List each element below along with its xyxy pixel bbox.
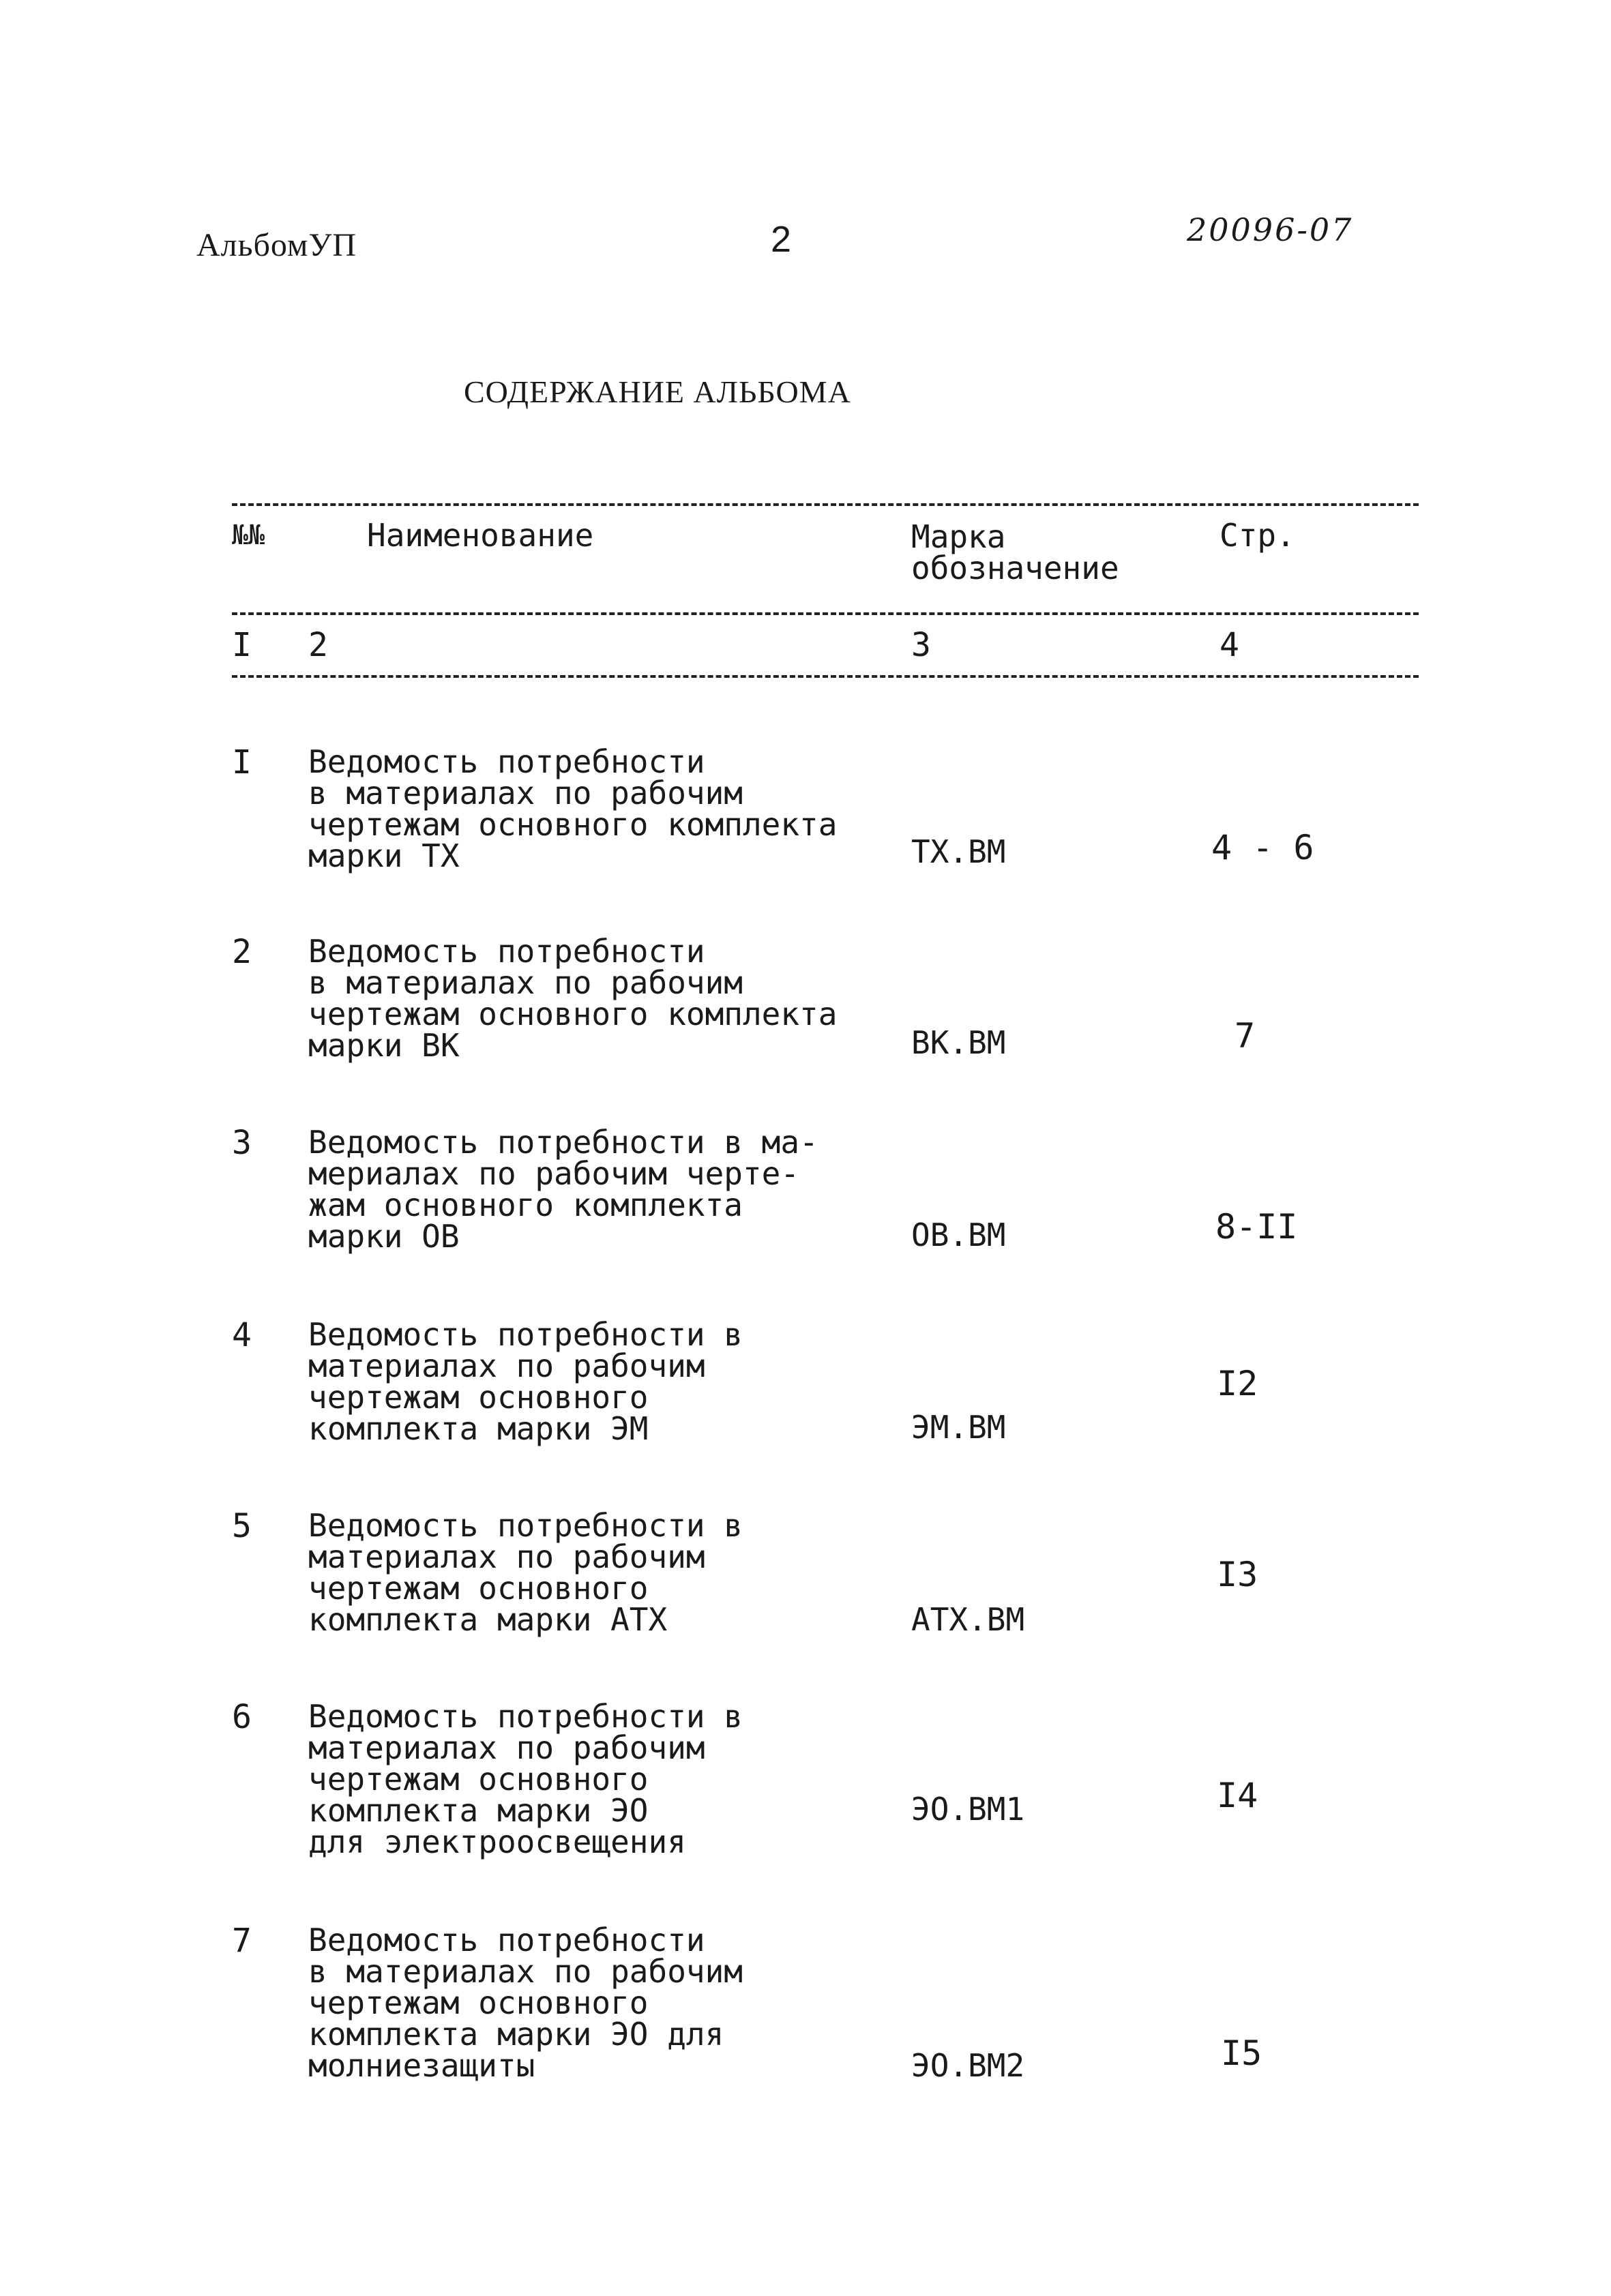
col-header-mark-line2: обозначение (911, 550, 1119, 586)
col-number-4: 4 (1220, 626, 1239, 664)
row-5-name-line3: чертежам основного (308, 1570, 649, 1607)
row-6-name-line1: Ведомость потребности в (308, 1698, 743, 1735)
row-2-mark: ВК.ВМ (911, 1024, 1006, 1061)
row-7-name-line4: комплекта марки ЭО для (308, 2016, 724, 2053)
row-5-num: 5 (232, 1507, 252, 1545)
row-1-num: I (232, 743, 252, 781)
row-4-name-line2: материалах по рабочим (308, 1347, 705, 1384)
page-title: СОДЕРЖАНИЕ АЛЬБОМА (464, 374, 851, 409)
col-number-3: 3 (911, 626, 931, 664)
row-3-name-line2: мериалах по рабочим черте- (308, 1155, 800, 1192)
row-6-page: I4 (1217, 1776, 1258, 1815)
row-2-name-line4: марки ВК (308, 1027, 460, 1064)
row-1-mark: ТХ.ВМ (911, 833, 1006, 870)
row-7-name-line3: чертежам основного (308, 1984, 649, 2021)
row-1-name-line2: в материалах по рабочим (308, 775, 743, 811)
row-3-name-line4: марки ОВ (308, 1218, 460, 1255)
page-number: 2 (771, 219, 792, 260)
table-top-rule (232, 503, 1419, 506)
row-1-name-line3: чертежам основного комплекта (308, 806, 838, 843)
row-7-page: I5 (1221, 2033, 1262, 2073)
col-header-num: №№ (232, 520, 265, 551)
row-4-num: 4 (232, 1316, 252, 1354)
row-5-name-line4: комплекта марки АТХ (308, 1601, 668, 1638)
row-5-page: I3 (1217, 1555, 1258, 1594)
row-6-name-line3: чертежам основного (308, 1761, 649, 1798)
row-7-name-line1: Ведомость потребности (308, 1922, 705, 1958)
row-6-name-line4: комплекта марки ЭО (308, 1792, 649, 1829)
row-5-name-line1: Ведомость потребности в (308, 1507, 743, 1544)
row-2-name-line3: чертежам основного комплекта (308, 996, 838, 1032)
row-3-name-line1: Ведомость потребности в ма- (308, 1124, 818, 1161)
header-bottom-rule (232, 675, 1419, 678)
row-3-num: 3 (232, 1124, 252, 1162)
row-4-name-line4: комплекта марки ЭМ (308, 1410, 649, 1447)
album-label: АльбомУП (196, 227, 357, 263)
row-7-num: 7 (232, 1922, 252, 1960)
col-number-1: I (232, 626, 252, 664)
row-2-name-line2: в материалах по рабочим (308, 964, 743, 1001)
row-5-name-line2: материалах по рабочим (308, 1538, 705, 1575)
row-7-name-line2: в материалах по рабочим (308, 1953, 743, 1990)
row-6-name-line5: для электроосвещения (308, 1823, 686, 1860)
row-4-mark: ЭМ.ВМ (911, 1409, 1006, 1446)
row-1-name-line4: марки ТХ (308, 837, 460, 874)
document-code: 20096-07 (1187, 211, 1354, 248)
row-6-num: 6 (232, 1698, 252, 1736)
row-3-mark: ОВ.ВМ (911, 1217, 1006, 1253)
col-header-mark-line1: Марка (911, 518, 1006, 555)
row-2-name-line1: Ведомость потребности (308, 933, 705, 970)
row-7-name-line5: молниезащиты (308, 2047, 535, 2084)
row-6-mark: ЭО.ВМ1 (911, 1791, 1025, 1828)
row-6-name-line2: материалах по рабочим (308, 1729, 705, 1766)
row-1-name-line1: Ведомость потребности (308, 743, 705, 780)
col-header-name: Наименование (367, 517, 594, 554)
row-3-page: 8-II (1215, 1207, 1298, 1247)
header-divider-rule (232, 612, 1419, 615)
col-number-2: 2 (308, 626, 328, 664)
col-header-page: Стр. (1220, 517, 1295, 554)
row-3-name-line3: жам основного комплекта (308, 1187, 743, 1223)
row-7-mark: ЭО.ВМ2 (911, 2047, 1025, 2084)
row-4-name-line3: чертежам основного (308, 1379, 649, 1416)
row-5-mark: АТХ.ВМ (911, 1601, 1025, 1638)
row-4-page: I2 (1217, 1364, 1258, 1403)
row-1-page: 4 - 6 (1211, 828, 1314, 867)
row-4-name-line1: Ведомость потребности в (308, 1316, 743, 1353)
row-2-page: 7 (1235, 1016, 1256, 1056)
row-2-num: 2 (232, 933, 252, 971)
